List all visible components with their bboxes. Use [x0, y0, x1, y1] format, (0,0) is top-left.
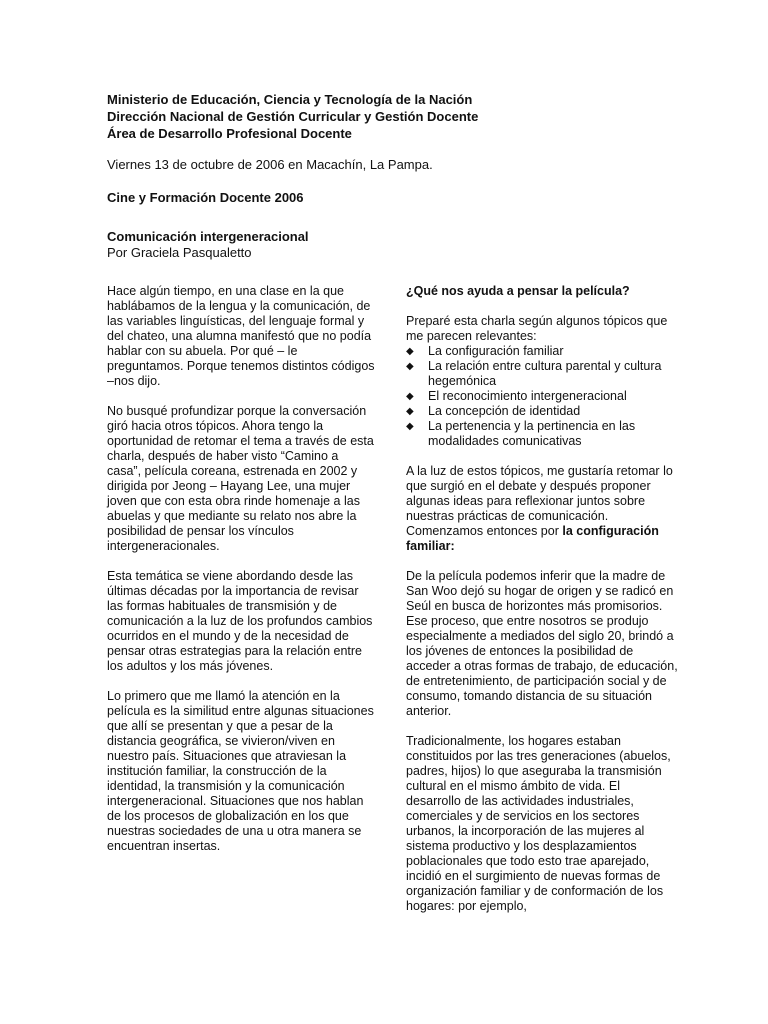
paragraph: Lo primero que me llamó la atención en la película es la similitud entre algunas situaciones que allí se presentan y que a pesar de la distancia geográfica, se vivieron/viven en nuestro país. Situaciones que atraviesan la institución familiar, la construcción de la identidad, la transmisión y la comunicación intergeneracional. Situaciones que nos hablan de los procesos de globalización en los que nuestras sociedades de una u otra manera se encuentran insertas. — [107, 689, 374, 853]
bold-phrase: la configuración familiar: — [406, 524, 659, 553]
section-subhead: ¿Qué nos ayuda a pensar la película? — [406, 284, 630, 298]
list-item: ◆ El reconocimiento intergeneracional — [406, 389, 678, 404]
event-date: Viernes 13 de octubre de 2006 en Macachín, La Pampa. — [107, 157, 433, 172]
left-column — [107, 284, 375, 869]
list-item: ◆ La pertenencia y la pertinencia en las modalidades comunicativas — [406, 419, 678, 449]
ministry-line: Ministerio de Educación, Ciencia y Tecnología de la Nación — [107, 92, 473, 107]
paragraph: De la película podemos inferir que la madre de San Woo dejó su hogar de origen y se radicó en Seúl en busca de horizontes más promisorios. Ese proceso, que entre nosotros se produjo especialmente a mediados del siglo 20, brindó a los jóvenes de entonces la posibilidad de acceder a otras formas de trabajo, de educación, de entretenimiento, de participación social y de consumo, tomando distancia de su situación anterior. — [406, 569, 678, 718]
paragraph: Esta temática se viene abordando desde las últimas décadas por la importancia de revisar las formas habituales de transmisión y de comunicación a la luz de los profundos cambios ocurridos en el mundo y de la necesidad de pensar otras estrategias para la relación entre los adultos y los más jóvenes. — [107, 569, 373, 673]
document-header — [107, 91, 707, 260]
article-title: Comunicación intergeneracional — [107, 229, 309, 244]
paragraph-text: A la luz de estos tópicos, me gustaría retomar lo que surgió en el debate y después proponer algunas ideas para reflexionar juntos sobre nuestras prácticas de comunicación. Comenzamos entonces por — [406, 464, 673, 538]
paragraph — [406, 464, 678, 554]
article-author: Por Graciela Pasqualetto — [107, 245, 252, 260]
directorate-line: Dirección Nacional de Gestión Curricular y Gestión Docente — [107, 109, 479, 124]
series-title: Cine y Formación Docente 2006 — [107, 190, 304, 205]
list-item: ◆ La configuración familiar — [406, 344, 678, 359]
list-item: ◆ La relación entre cultura parental y cultura hegemónica — [406, 359, 678, 389]
area-line: Área de Desarrollo Profesional Docente — [107, 126, 352, 141]
paragraph: Hace algún tiempo, en una clase en la que hablábamos de la lengua y la comunicación, de las variables linguísticas, del lenguaje formal y del chateo, una alumna manifestó que no podía hablar con su abuela. Por qué – le preguntamos. Porque tenemos distintos códigos –nos dijo. — [107, 284, 375, 388]
list-item: ◆ La concepción de identidad — [406, 404, 678, 419]
paragraph: No busqué profundizar porque la conversación giró hacia otros tópicos. Ahora tengo la oportunidad de retomar el tema a través de esta charla, después de haber visto “Camino a casa”, película coreana, estrenada en 2002 y dirigida por Jeong – Hayang Lee, una mujer joven que con esta obra rinde homenaje a las abuelas y que mediante su relato nos abre la posibilidad de pensar los vínculos intergeneracionales. — [107, 404, 374, 553]
paragraph: Tradicionalmente, los hogares estaban constituidos por las tres generaciones (abuelos, padres, hijos) lo que aseguraba la transmisión cultural en el mismo ámbito de vida. El desarrollo de las actividades industriales, comerciales y de servicios en los sectores urbanos, la incorporación de las mujeres al sistema productivo y los desplazamientos poblacionales que todo esto trae aparejado, incidió en el surgimiento de nuevas formas de organización familiar y de conformación de los hogares: por ejemplo, — [406, 734, 671, 913]
topics-intro: Preparé esta charla según algunos tópicos que me parecen relevantes: — [406, 314, 668, 343]
topics-list — [406, 344, 678, 449]
right-column — [406, 284, 678, 929]
